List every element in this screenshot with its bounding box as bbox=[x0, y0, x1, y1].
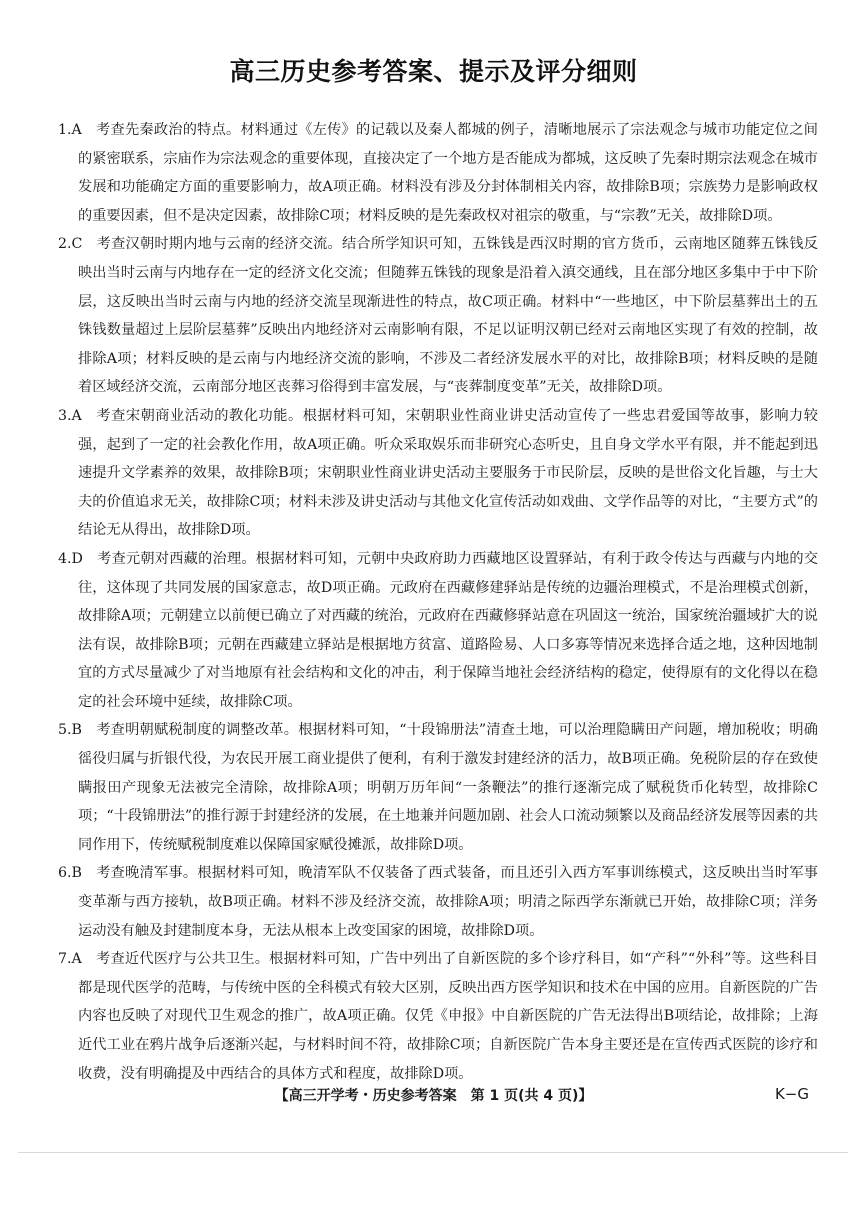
question-number: 4. bbox=[58, 550, 72, 567]
question-number: 1. bbox=[58, 122, 72, 138]
answer-item-1 bbox=[58, 116, 818, 230]
answer-letter: A bbox=[71, 407, 82, 424]
bottom-divider bbox=[18, 1152, 848, 1153]
answer-letter: C bbox=[71, 236, 83, 253]
explanation-text: 考查晚清军事。根据材料可知，晚清军队不仅装备了西式装备，而且还引入西方军事训练模式，这反映出当时军事变革渐与西方接轨，故B项正确。材料不涉及经济交流，故排除A项；明清之际西学东渐就已开始，故排除C项；洋务运动没有触及封建制度本身，无法从根本上改变国家的困境，故排除D项。 bbox=[78, 865, 818, 939]
explanation-text: 考查先秦政治的特点。材料通过《左传》的记载以及秦人都城的例子，清晰地展示了宗法观念与城市功能定位之间的紧密联系，宗庙作为宗法观念的重要体现，直接决定了一个地方是否能成为都城，这反映了先秦时期宗法观念在城市发展和功能确定方面的重要影响力，故A项正确。材料没有涉及分封体制相关内容，故排除B项；宗族势力是影响政权的重要因素，但不是决定因素，故排除C项；材料反映的是先秦政权对祖宗的敬重，与“宗教”无关，故排除D项。 bbox=[78, 122, 818, 224]
answer-item-7 bbox=[58, 945, 818, 1088]
footer-code: K−G bbox=[774, 1085, 809, 1103]
answer-letter: A bbox=[71, 951, 82, 968]
question-number: 2. bbox=[58, 236, 72, 253]
page-footer bbox=[0, 1085, 867, 1109]
page-title: 高三历史参考答案、提示及评分细则 bbox=[229, 57, 638, 86]
answer-letter: B bbox=[71, 722, 82, 739]
explanation-text: 考查汉朝时期内地与云南的经济交流。结合所学知识可知，五铢钱是西汉时期的官方货币，云南地区随葬五铢钱反映出当时云南与内地存在一定的经济文化交流；但随葬五铢钱的现象是沿着入滇交通线，且在部分地区多集中于中下阶层，这反映出当时云南与内地的经济交流呈现渐进性的特点，故C项正确。材料中“一些地区，中下阶层墓葬出土的五铢钱数量超过上层阶层墓葬”反映出内地经济对云南影响有限，不足以证明汉朝已经对云南地区实现了有效的控制，故排除A项；材料反映的是云南与内地经济交流的影响，不涉及二者经济发展水平的对比，故排除B项；材料反映的是随着区域经济交流，云南部分地区丧葬习俗得到丰富发展，与“丧葬制度变革”无关，故排除D项。 bbox=[78, 236, 818, 396]
question-number: 3. bbox=[58, 407, 72, 424]
question-number: 6. bbox=[58, 865, 72, 882]
answer-item-3 bbox=[58, 402, 818, 545]
explanation-text: 考查元朝对西藏的治理。根据材料可知，元朝中央政府助力西藏地区设置驿站，有利于政令传达与西藏与内地的交往，这体现了共同发展的国家意志，故D项正确。元政府在西藏修建驿站是传统的边疆治理模式，不是治理模式创新，故排除A项；元朝建立以前便已确立了对西藏的统治，元政府在西藏修驿站意在巩固这一统治，国家统治疆域扩大的说法有误，故排除B项；元朝在西藏建立驿站是根据地方贫富、道路险易、人口多寡等情况来选择合适之地，这种因地制宜的方式尽量减少了对当地原有社会结构和文化的冲击，利于保障当地社会经济结构的稳定，使得原有的文化得以在稳定的社会环境中延续，故排除C项。 bbox=[78, 550, 818, 710]
answer-letter: A bbox=[71, 122, 82, 138]
explanation-text: 考查宋朝商业活动的教化功能。根据材料可知，宋朝职业性商业讲史活动宣传了一些忠君爱国等故事，影响力较强，起到了一定的社会教化作用，故A项正确。听众采取娱乐而非研究心态听史，且自身文学水平有限，并不能起到迅速提升文学素养的效果，故排除B项；宋朝职业性商业讲史活动主要服务于市民阶层，反映的是世俗文化旨趣，与士大夫的价值追求无关，故排除C项；材料未涉及讲史活动与其他文化宣传活动如戏曲、文学作品等的对比，“主要方式”的结论无从得出，故排除D项。 bbox=[78, 407, 818, 539]
explanation-text: 考查明朝赋税制度的调整改革。根据材料可知，“十段锦册法”清查土地，可以治理隐瞒田产问题，增加税收；明确徭役归属与折银代役，为农民开展工商业提供了便利，有利于激发封建经济的活力，故B项正确。免税阶层的存在致使瞒报田产现象无法被完全清除，故排除A项；明朝万历年间“一条鞭法”的推行逐渐完成了赋税货币化转型，故排除C项；“十段锦册法”的推行源于封建经济的发展，在土地兼并问题加剧、社会人口流动频繁以及商品经济发展等因素的共同作用下，传统赋税制度难以保障国家赋役摊派，故排除D项。 bbox=[78, 722, 818, 853]
answer-item-6 bbox=[58, 859, 818, 945]
answer-letter: D bbox=[71, 550, 83, 567]
question-number: 7. bbox=[58, 951, 72, 968]
answer-item-5 bbox=[58, 716, 818, 859]
explanation-text: 考查近代医疗与公共卫生。根据材料可知，广告中列出了自新医院的多个诊疗科目，如“产科”“外科”等。这些科目都是现代医学的范畴，与传统中医的全科模式有较大区别，反映出西方医学知识和技术在中国的应用。自新医院的广告内容也反映了对现代卫生观念的推广，故A项正确。仅凭《申报》中自新医院的广告无法得出B项结论，故排除；上海近代工业在鸦片战争后逐渐兴起，与材料时间不符，故排除C项；自新医院广告本身主要还是在宣传西式医院的诊疗和收费，没有明确提及中西结合的具体方式和程度，故排除D项。 bbox=[78, 951, 818, 1082]
answer-letter: B bbox=[71, 865, 82, 882]
answer-item-4 bbox=[58, 545, 818, 717]
answer-item-2 bbox=[58, 230, 818, 402]
footer-page-info: 【高三开学考・历史参考答案 第 1 页(共 4 页)】 bbox=[274, 1088, 593, 1104]
answer-list bbox=[58, 116, 818, 1088]
question-number: 5. bbox=[58, 722, 72, 739]
